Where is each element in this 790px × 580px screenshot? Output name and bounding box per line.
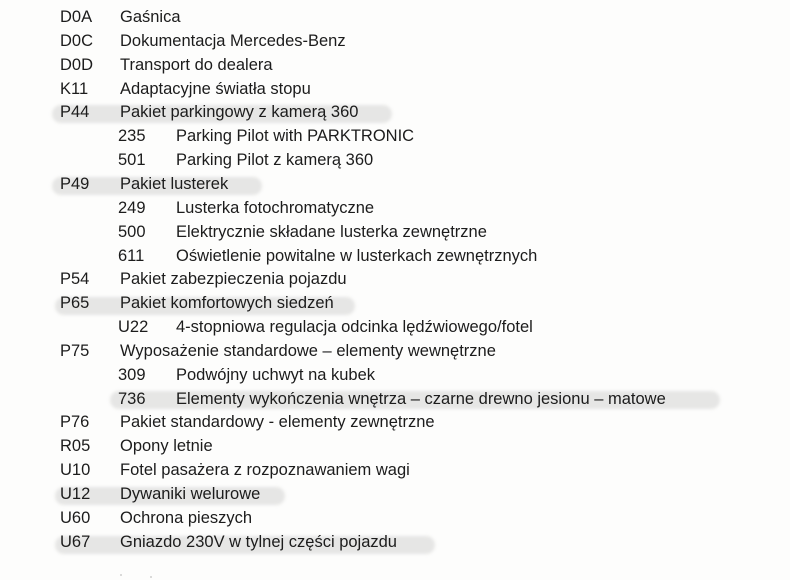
option-code: 500 — [118, 222, 146, 241]
option-label: Fotel pasażera z rozpoznawaniem wagi — [120, 461, 410, 480]
option-code: U10 — [60, 461, 91, 480]
option-code: D0C — [60, 31, 94, 50]
option-code: 611 — [118, 246, 145, 265]
option-label: Pakiet zabezpieczenia pojazdu — [120, 270, 347, 289]
option-label: Pakiet parkingowy z kamerą 360 — [120, 103, 359, 122]
option-label: Lusterka fotochromatyczne — [176, 198, 375, 217]
option-label: Dywaniki welurowe — [120, 485, 261, 503]
option-label: Pakiet komfortowych siedzeń — [120, 294, 334, 313]
option-label: Ochrona pieszych — [120, 508, 253, 527]
option-code: P75 — [60, 341, 90, 360]
option-code: 501 — [118, 151, 146, 170]
scan-speck — [120, 574, 122, 576]
option-code: 309 — [118, 365, 146, 384]
option-code: 235 — [118, 127, 146, 146]
option-label: Podwójny uchwyt na kubek — [176, 365, 376, 384]
option-label: 4-stopniowa regulacja odcinka lędźwiowego/fotel — [176, 318, 533, 337]
option-label: Dokumentacja Mercedes-Benz — [120, 31, 346, 50]
option-label: Pakiet standardowy - elementy zewnętrzne — [120, 413, 435, 432]
option-label: Gaśnica — [120, 8, 181, 26]
option-label: Opony letnie — [120, 437, 213, 456]
option-code: R05 — [60, 437, 91, 456]
option-label: Oświetlenie powitalne w lusterkach zewnętrznych — [176, 246, 538, 265]
option-code: P65 — [60, 294, 90, 313]
option-code: U22 — [118, 318, 149, 337]
option-code: D0A — [60, 8, 93, 26]
option-label: Parking Pilot z kamerą 360 — [176, 151, 374, 170]
option-label: Gniazdo 230V w tylnej części pojazdu — [120, 532, 397, 551]
option-code: 249 — [118, 198, 146, 217]
option-code: D0D — [60, 55, 94, 74]
scan-speck — [150, 576, 152, 578]
option-label: Transport do dealera — [120, 55, 273, 74]
option-code: 736 — [118, 389, 146, 408]
option-code: P49 — [60, 174, 90, 193]
option-label: Adaptacyjne światła stopu — [120, 79, 311, 98]
option-code: P54 — [60, 270, 90, 289]
option-code: U60 — [60, 508, 91, 527]
option-label: Parking Pilot with PARKTRONIC — [176, 127, 415, 146]
option-code: U12 — [60, 485, 91, 503]
option-label: Wyposażenie standardowe – elementy wewnętrzne — [120, 341, 496, 360]
option-label: Pakiet lusterek — [120, 174, 229, 193]
option-code: P76 — [60, 413, 90, 432]
option-label: Elektrycznie składane lusterka zewnętrzne — [176, 222, 487, 241]
option-code: U67 — [60, 532, 91, 551]
option-code: P44 — [60, 103, 90, 122]
option-label: Elementy wykończenia wnętrza – czarne drewno jesionu – matowe — [176, 389, 666, 408]
option-code: K11 — [60, 79, 89, 98]
